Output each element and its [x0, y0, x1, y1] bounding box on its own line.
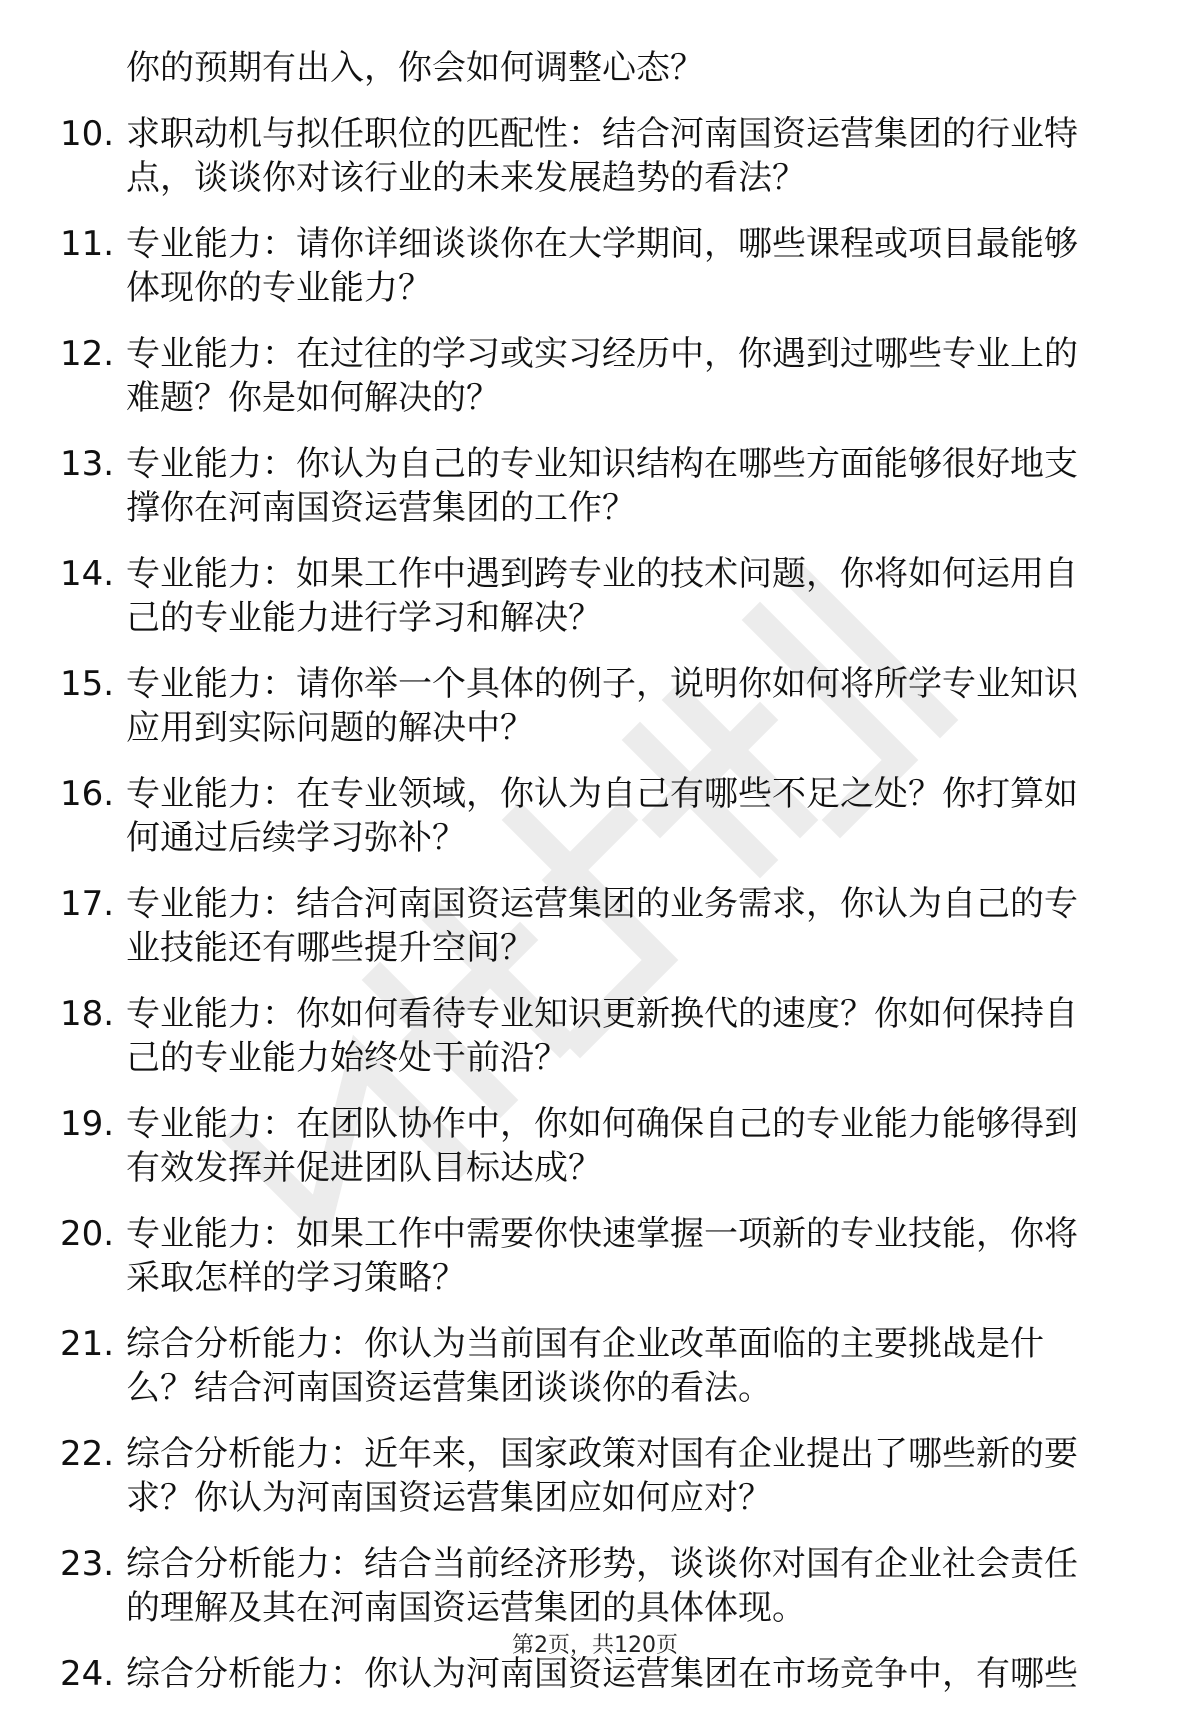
item-text-line: 专业能力：在专业领域，你认为自己有哪些不足之处？你打算如: [126, 774, 1078, 814]
item-text: [126, 1212, 1110, 1300]
item-number: 17.: [60, 884, 115, 924]
item-text-line: 体现你的专业能力？: [126, 268, 432, 308]
item-text-line: 专业能力：你认为自己的专业知识结构在哪些方面能够很好地支: [126, 444, 1078, 484]
list-item: [60, 1212, 1110, 1300]
item-text: [126, 442, 1110, 530]
continuation-text: 你的预期有出入，你会如何调整心态？: [126, 48, 704, 88]
item-text-line: 专业能力：如果工作中需要你快速掌握一项新的专业技能，你将: [126, 1214, 1078, 1254]
item-text-line: 己的专业能力进行学习和解决？: [126, 598, 602, 638]
item-text-line: 专业能力：请你详细谈谈你在大学期间，哪些课程或项目最能够: [126, 224, 1078, 264]
item-text-line: 综合分析能力：你认为当前国有企业改革面临的主要挑战是什: [126, 1324, 1044, 1364]
item-number: 11.: [60, 224, 115, 264]
item-number: 19.: [60, 1104, 115, 1144]
item-text-line: 综合分析能力：你认为河南国资运营集团在市场竞争中，有哪些: [126, 1654, 1078, 1694]
item-number: 13.: [60, 444, 115, 484]
item-text-line: 应用到实际问题的解决中？: [126, 708, 534, 748]
list-item: [60, 662, 1110, 750]
item-text-line: 有效发挥并促进团队目标达成？: [126, 1148, 602, 1188]
item-number: 14.: [60, 554, 115, 594]
item-text-line: 专业能力：你如何看待专业知识更新换代的速度？你如何保持自: [126, 994, 1078, 1034]
item-text-line: 点，谈谈你对该行业的未来发展趋势的看法？: [126, 158, 806, 198]
item-text-line: 专业能力：请你举一个具体的例子，说明你如何将所学专业知识: [126, 664, 1078, 704]
item-text-line: 专业能力：结合河南国资运营集团的业务需求，你认为自己的专: [126, 884, 1078, 924]
list-item: [60, 882, 1110, 970]
item-number: 12.: [60, 334, 115, 374]
page-footer: 第2页，共120页: [512, 1633, 678, 1658]
item-text-line: 求？你认为河南国资运营集团应如何应对？: [126, 1478, 772, 1518]
item-text-line: 采取怎样的学习策略？: [126, 1258, 466, 1298]
item-number: 15.: [60, 664, 115, 704]
item-number: 16.: [60, 774, 115, 814]
item-text-line: 何通过后续学习弥补？: [126, 818, 466, 858]
item-text-line: 专业能力：在团队协作中，你如何确保自己的专业能力能够得到: [126, 1104, 1078, 1144]
item-text: [126, 222, 1110, 310]
item-text-line: 撑你在河南国资运营集团的工作？: [126, 488, 636, 528]
list-item: [60, 442, 1110, 530]
list-item: [60, 552, 1110, 640]
item-number: 21.: [60, 1324, 115, 1364]
item-number: 23.: [60, 1544, 115, 1584]
item-text-line: 求职动机与拟任职位的匹配性：结合河南国资运营集团的行业特: [126, 114, 1078, 154]
item-text: [126, 112, 1110, 200]
item-number: 22.: [60, 1434, 115, 1474]
item-text: [126, 1542, 1110, 1630]
item-text: [126, 992, 1110, 1080]
question-list: [60, 112, 1110, 1696]
item-text: [126, 332, 1110, 420]
list-item: [60, 1432, 1110, 1520]
item-text-line: 的理解及其在河南国资运营集团的具体体现。: [126, 1588, 806, 1628]
list-item: [60, 112, 1110, 200]
list-item: [60, 1542, 1110, 1630]
item-text-line: 么？结合河南国资运营集团谈谈你的看法。: [126, 1368, 772, 1408]
item-text: [126, 552, 1110, 640]
document-body: [60, 46, 1110, 1718]
item-text-line: 己的专业能力始终处于前沿？: [126, 1038, 568, 1078]
item-text-line: 专业能力：在过往的学习或实习经历中，你遇到过哪些专业上的: [126, 334, 1078, 374]
item-text-line: 难题？你是如何解决的？: [126, 378, 500, 418]
item-text-line: 综合分析能力：近年来，国家政策对国有企业提出了哪些新的要: [126, 1434, 1078, 1474]
item-text: [126, 772, 1110, 860]
item-text: [126, 662, 1110, 750]
list-item: [60, 332, 1110, 420]
item-text: [126, 1432, 1110, 1520]
item-number: 24.: [60, 1654, 115, 1694]
list-item: [60, 992, 1110, 1080]
item-text: [126, 1322, 1110, 1410]
item-number: 18.: [60, 994, 115, 1034]
list-item: [60, 772, 1110, 860]
item-number: 20.: [60, 1214, 115, 1254]
list-item: [60, 222, 1110, 310]
item-text: [126, 1102, 1110, 1190]
item-text-line: 业技能还有哪些提升空间？: [126, 928, 534, 968]
item-text: [126, 882, 1110, 970]
item-number: 10.: [60, 114, 115, 154]
item-text-line: 专业能力：如果工作中遇到跨专业的技术问题，你将如何运用自: [126, 554, 1078, 594]
list-item: [60, 1102, 1110, 1190]
item-text-line: 综合分析能力：结合当前经济形势，谈谈你对国有企业社会责任: [126, 1544, 1078, 1584]
list-item: [60, 1322, 1110, 1410]
